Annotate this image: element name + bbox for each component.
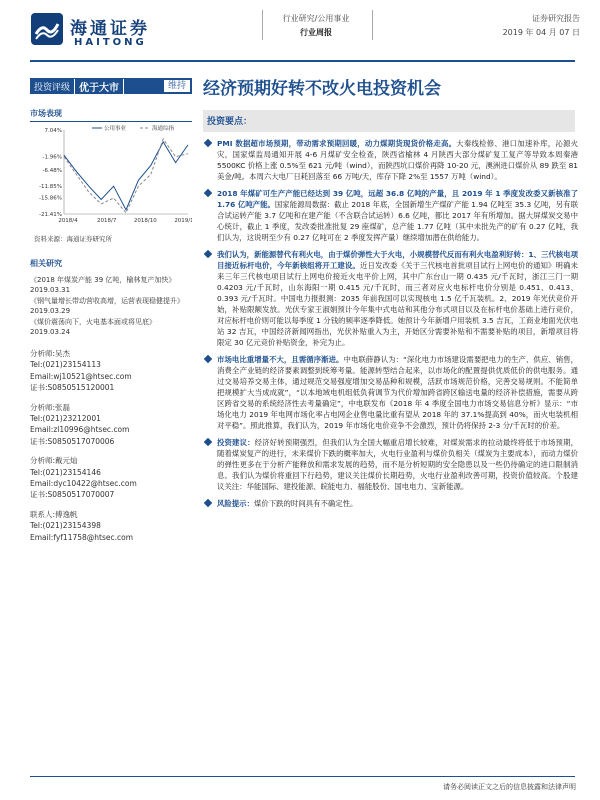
key-point-paragraph [203,188,578,243]
market-heading: 市场表现 [30,108,192,122]
analyst-name: 联系人:傅逸帆 [30,509,78,519]
analyst-name: 分析师:吴杰 [30,349,71,358]
analyst-cert: 证书:S0850515120001 [30,383,115,393]
key-points-box [203,110,575,132]
related-heading: 相关研究 [30,259,62,268]
bullet-diamond-icon [204,438,212,446]
legend-label: 海通综指 [152,126,175,132]
paragraph-text: 煤价下跌的时间具有不确定性。 [253,499,358,508]
key-point-paragraph [203,138,578,182]
key-points-label: 投资要点： [207,117,253,127]
paragraph-highlight: PMI 数据超市场预期，带动需求预期回暖，动力煤期货现货价格走高。 [217,139,457,148]
report-title: 经济预期好转不改火电投资机会 [203,79,441,99]
key-point-paragraph [203,354,578,431]
y-tick-label: -21.41% [39,212,62,218]
footer-rule [30,776,575,777]
y-tick-label: -1.96% [42,154,62,161]
y-tick-label: -11.85% [39,183,62,190]
x-tick-label: 2018/4 [58,218,78,224]
bullet-diamond-icon [204,499,212,507]
analyst-name: 分析师:张磊 [30,402,71,412]
doc-type: 证券研究报告 [532,14,580,23]
related-item[interactable]: 《钢气量增长带动营收高增，运营表现稳健提升》2019.03.29 [30,297,184,315]
legend-label: 公用事业 [104,126,127,132]
header-divider [262,10,263,40]
series-line [64,139,188,213]
rating-bar [30,78,192,94]
rating-label: 投资评级 [34,82,71,93]
paragraph-text: 国家能源局数据：截止 2018 年底，全国新增生产煤矿产能 1.94 亿吨至 35.3 亿吨，另有联合试运转产能 3.7 亿吨和在建产能（不含联合试运转）6.6 亿吨，都比 2017 年有所增加。据大屏煤炭交易中心统计，截止 1 季度，发改委批准批复 29 座煤矿，总产能 1.77 亿吨（其中未批先产的矿有 0.27 亿吨，我们认为，这说明至少有 0.27 亿吨可在 2 季度发挥产量）继续增加潜在供给能力。 [217,200,578,242]
y-tick-label: -6.48% [42,167,62,174]
header-report-type: 行业周报 [300,28,332,37]
analyst-email[interactable]: Email:zl10996@htsec.com [30,425,130,435]
paragraph-highlight: 2018 年煤矿可生产产能已经达到 39 亿吨，远超 36.8 亿吨的产量，且 2019 年 1 季度发改委又新核准了 1.76 亿吨产能。 [217,189,578,209]
analyst-tel: Tel:(021)23154113 [30,360,101,370]
x-tick-label: 2019/1 [174,218,192,224]
analyst-block [30,348,192,551]
header-category: 行业研究/公用事业 [282,14,350,23]
analyst-email[interactable]: Email:dyc10422@htsec.com [30,479,137,489]
paragraph-text: 中电联薛静认为：“深化电力市场建设需要把电力的生产、供应、销售，消费全产业链的经济要素调整到统筹考量。能源转型结合起来，以市场化的配置提供优质低价的供电服务。通过交易培养交易主体，通过规范交易强度增加交易品种和规模，活跃市场规范价格，完善交易规则。不能简单把规模扩大当成成就”，“以本地域电机组低负荷调节为代价增加跨省跨区输送电量的经济补偿措施，需要从跨区跨省交易的系统经济性去考量确定”，中电联发布《2018 年 4 季度全国电力市场交易信息分析》显示：“市场化电力 2019 年电网市场化率占电网企业售电量比重有望从 2018 年的 37.1%提高到 40%，而火电装机相对平稳”。照此推算，我们认为，2019 年市场化电价竞争不会激烈，预计仍将保持 2-3 分/千瓦时的价差。 [217,355,578,430]
chart-source: 资料来源：海通证券研究所 [34,235,112,243]
header-rule [30,60,575,62]
key-point-paragraph [203,437,578,492]
y-tick-label: 7.04% [44,128,62,134]
x-tick-label: 2018/10 [133,218,157,224]
bullet-diamond-icon [204,189,212,197]
bullet-diamond-icon [204,250,212,258]
analyst-email[interactable]: Email:fyf11758@htsec.com [30,532,134,542]
analyst-tel: Tel:(021)23154146 [30,467,101,477]
paragraph-text: 近日发改委《关于三代核电首批项目试行上网电价的通知》明确未来三年三代核电项目试行上网电价接近火电平价上网，其中广东台山一期 0.435 元/千瓦时，浙江三门一期 0.4203 元/千瓦时，山东海阳一期 0.415 元/千瓦时，而三者对应火电标杆电价分别是 0.451、0.413、0.393 元/千瓦时。中国电力报报测：2035 年前我国可以实现核电 1.5 亿千瓦装机。2、2019 年光伏竞价开始，补贴限额发放。光伏专家王淑娟预计今年集中式电站和其他分布式项目以及在标杆电价基础上进行竞价，对应标杆电价则可能以每季度 1 分钱的频率逐季降低。她预计今年新增户用装机 3.5 吉瓦，工商业地面光伏电站 32 吉瓦，中国经济新闻网指出，光伏补贴重入为主，开始区分需要补贴和不需要补贴的项目，新增项目将限定 30 亿元竞价补贴资金，补完为止。 [217,261,578,347]
rating-value: 优于大市 [74,79,124,94]
analyst-tel: Tel:(021)23154398 [30,521,101,531]
report-header [0,0,600,62]
x-tick-label: 2018/7 [96,218,117,224]
report-date: 2019 年 04 月 07 日 [502,28,580,37]
key-point-paragraph [203,249,578,348]
related-list [30,275,192,337]
header-meta [460,12,580,40]
related-research [30,258,192,338]
related-item[interactable]: 《煤价震荡向下，火电基本面或将见底》2019.03.24 [30,318,156,336]
market-chart-svg [30,122,192,232]
analyst-email[interactable]: Email:wj10521@htsec.com [30,371,132,381]
analyst-cert: 证书:S0850517070006 [30,436,115,446]
header-category-block [266,12,366,40]
paragraph-highlight: 投资建议： [217,438,255,447]
paragraph-text: 大秦线检修、港口加速补库，沁源火灾，国家煤监局通知开展 4-6 月煤矿安全检查，陕西省榆林 4 月陕西大部分煤矿复工复产等导致本周秦港 5500KC 价格上涨 0.5%至 621 元/吨（wind），而陕西坑口煤价再降 10-20 元，澳洲进口煤价从 89 跌至 81 美金/吨。本周六大电厂日耗回落至 66 万吨/天，库存下降 2%至 1557 万吨（wind）。 [217,139,578,181]
paragraph-highlight: 风险提示： [217,499,254,508]
analyst-tel: Tel:(021)23212001 [30,414,101,424]
footer-disclaimer: 请务必阅读正文之后的信息披露和法律声明 [443,783,576,791]
haitong-logo: 海通证券 HAITONG [30,8,160,58]
rating-trend: 维持 [164,80,190,92]
y-tick-label: -15.86% [39,195,62,202]
analyst-name: 分析师:戴元灿 [30,456,78,466]
bullet-diamond-icon [204,139,212,147]
haitong-logo-icon [30,12,64,46]
paragraph-text: 经济好转预期强烈，但我们认为全国大幅重启增长较难，对煤炭需求的拉动最终将低于市场预期，随着煤炭复产的进行，未来煤价下跌的概率加大，火电行业盈利与煤价负相关（煤炭为主要成本），而动力煤价的弹性更多在于分析产能释放和需求发展的趋势，而不是分析短期的安全隐患以及一些仍待确定的进口限制消息。我们认为煤价将重回下行趋势，建议关注煤价长期趋势，火电行业盈利改善可期，投资价值较高。个股建议关注：华能国际、建投能源、皖能电力、福能股份、国电电力、宝新能源。 [217,438,578,491]
bullet-diamond-icon [204,355,212,363]
header-divider [372,10,373,40]
paragraph-highlight: 市场电比重增量不大，且需循序渐进。 [217,355,344,364]
market-chart [30,122,192,232]
key-point-paragraph [203,498,578,509]
report-body [203,138,578,515]
paragraph-highlight: 我们认为，新能源替代有利火电，由于煤价弹性大于火电，小规模替代反而有利火电盈利好转：1、三代核电项目接近标杆电价，今年新核组将开工建设。 [217,250,578,270]
related-item[interactable]: 《2018 年煤炭产能 39 亿吨，榆林复产加快》2019.03.31 [30,276,176,294]
analyst-cert: 证书:S0850517070007 [30,490,115,500]
series-line [64,142,188,210]
